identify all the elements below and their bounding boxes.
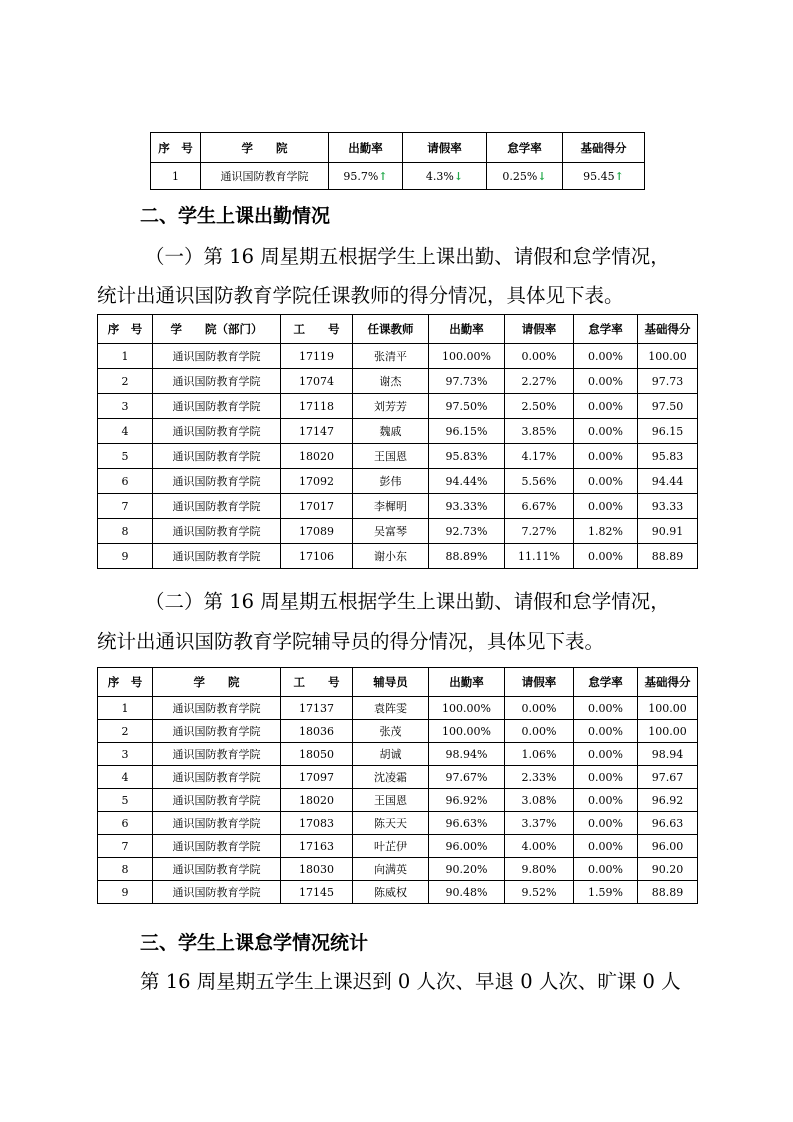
id-cell: 17106 [281, 544, 353, 569]
table-row [98, 394, 698, 419]
row-number: 5 [98, 789, 153, 812]
truancy-cell: 0.00% [574, 544, 638, 569]
score-cell: 96.92 [638, 789, 698, 812]
score-cell: 90.20 [638, 858, 698, 881]
truancy-cell: 0.00% [574, 812, 638, 835]
header-cell: 怠学率 [574, 668, 638, 697]
name-cell: 谢杰 [353, 369, 429, 394]
college-cell: 通识国防教育学院 [153, 720, 281, 743]
id-cell: 18020 [281, 789, 353, 812]
row-number: 8 [98, 858, 153, 881]
truancy-cell: 0.00% [574, 766, 638, 789]
college-cell: 通识国防教育学院 [153, 766, 281, 789]
header-cell: 出勤率 [429, 668, 505, 697]
score-cell: 97.50 [638, 394, 698, 419]
table-row [98, 789, 698, 812]
leave-cell: 0.00% [505, 344, 574, 369]
table-row [98, 544, 698, 569]
leave-cell: 2.33% [505, 766, 574, 789]
name-cell: 王国恩 [353, 789, 429, 812]
header-cell: 任课教师 [353, 315, 429, 344]
college-cell: 通识国防教育学院 [153, 394, 281, 419]
name-cell: 彭伟 [353, 469, 429, 494]
id-cell: 17074 [281, 369, 353, 394]
college-cell: 通识国防教育学院 [153, 519, 281, 544]
header-cell: 工 号 [281, 315, 353, 344]
row-number: 6 [98, 812, 153, 835]
leave-cell: 9.52% [505, 881, 574, 904]
attendance-cell: 97.73% [429, 369, 505, 394]
id-cell: 18036 [281, 720, 353, 743]
score-cell: 100.00 [638, 697, 698, 720]
header-cell: 序 号 [98, 668, 153, 697]
truancy-cell: 0.00% [574, 697, 638, 720]
row-number: 4 [98, 766, 153, 789]
header-cell: 学 院 [201, 133, 329, 163]
name-cell: 王国恩 [353, 444, 429, 469]
attendance-cell: 96.15% [429, 419, 505, 444]
attendance-cell: 100.00% [429, 720, 505, 743]
table-row [98, 444, 698, 469]
college-cell: 通识国防教育学院 [153, 743, 281, 766]
attendance-cell: 96.63% [429, 812, 505, 835]
attendance-cell: 100.00% [429, 697, 505, 720]
header-cell: 辅导员 [353, 668, 429, 697]
row-number: 2 [98, 369, 153, 394]
truancy-cell: 0.00% [574, 789, 638, 812]
truancy-cell: 0.00% [574, 419, 638, 444]
attendance-cell: 100.00% [429, 344, 505, 369]
leave-cell [403, 163, 487, 190]
id-cell: 17145 [281, 881, 353, 904]
score-cell: 88.89 [638, 881, 698, 904]
attendance-cell: 95.83% [429, 444, 505, 469]
truancy-cell: 0.00% [574, 494, 638, 519]
score-cell: 90.91 [638, 519, 698, 544]
truancy-cell: 0.00% [574, 743, 638, 766]
name-cell: 张清平 [353, 344, 429, 369]
leave-cell: 4.00% [505, 835, 574, 858]
college-cell: 通识国防教育学院 [153, 344, 281, 369]
score-cell: 95.83 [638, 444, 698, 469]
name-cell: 谢小东 [353, 544, 429, 569]
table-row [98, 835, 698, 858]
row-number: 3 [98, 743, 153, 766]
attendance-cell: 90.20% [429, 858, 505, 881]
teachers-table [97, 314, 698, 569]
header-cell: 怠学率 [574, 315, 638, 344]
summary-row [151, 163, 645, 190]
arrow-up-icon: ↑ [378, 169, 388, 183]
section-2-heading: 二、学生上课出勤情况 [140, 205, 331, 227]
college-cell: 通识国防教育学院 [153, 369, 281, 394]
table-row [98, 743, 698, 766]
row-number: 3 [98, 394, 153, 419]
leave-value: 4.3% [425, 169, 454, 183]
paragraph-counselors-line2: 统计出通识国防教育学院辅导员的得分情况，具体见下表。 [97, 630, 605, 653]
leave-cell: 2.27% [505, 369, 574, 394]
name-cell: 向满英 [353, 858, 429, 881]
attendance-cell [329, 163, 403, 190]
leave-cell: 2.50% [505, 394, 574, 419]
table-row [98, 766, 698, 789]
id-cell: 18050 [281, 743, 353, 766]
header-cell: 请假率 [505, 668, 574, 697]
name-cell: 袁阵雯 [353, 697, 429, 720]
name-cell: 胡诚 [353, 743, 429, 766]
truancy-cell: 1.82% [574, 519, 638, 544]
attendance-cell: 96.00% [429, 835, 505, 858]
row-number: 7 [98, 494, 153, 519]
truancy-value: 0.25% [502, 169, 538, 183]
header-cell: 序 号 [151, 133, 201, 163]
truancy-cell: 0.00% [574, 469, 638, 494]
name-cell: 李樨明 [353, 494, 429, 519]
table-row [98, 344, 698, 369]
header-row [98, 668, 698, 697]
attendance-cell: 98.94% [429, 743, 505, 766]
truancy-cell: 0.00% [574, 444, 638, 469]
header-cell: 基础得分 [638, 315, 698, 344]
truancy-cell: 0.00% [574, 369, 638, 394]
arrow-down-icon: ↓ [537, 169, 547, 183]
id-cell: 17137 [281, 697, 353, 720]
paragraph-counselors-line1: （二）第 16 周星期五根据学生上课出勤、请假和怠学情况， [145, 590, 670, 613]
leave-cell: 11.11% [505, 544, 574, 569]
name-cell: 刘芳芳 [353, 394, 429, 419]
table-row [98, 469, 698, 494]
summary-table [150, 132, 645, 190]
header-cell: 请假率 [403, 133, 487, 163]
college-cell: 通识国防教育学院 [153, 697, 281, 720]
attendance-cell: 96.92% [429, 789, 505, 812]
attendance-cell: 97.50% [429, 394, 505, 419]
leave-cell: 6.67% [505, 494, 574, 519]
table-row [98, 881, 698, 904]
score-cell [563, 163, 645, 190]
arrow-down-icon: ↓ [453, 169, 464, 183]
college-cell: 通识国防教育学院 [153, 812, 281, 835]
table-row [98, 812, 698, 835]
table-row [98, 519, 698, 544]
id-cell: 17119 [281, 344, 353, 369]
truancy-cell: 0.00% [574, 835, 638, 858]
leave-cell: 0.00% [505, 720, 574, 743]
truancy-cell: 0.00% [574, 858, 638, 881]
score-cell: 100.00 [638, 344, 698, 369]
row-number: 6 [98, 469, 153, 494]
row-number: 1 [98, 344, 153, 369]
score-cell: 97.73 [638, 369, 698, 394]
leave-cell: 3.85% [505, 419, 574, 444]
id-cell: 17118 [281, 394, 353, 419]
college-cell: 通识国防教育学院 [153, 444, 281, 469]
table-row [98, 494, 698, 519]
score-cell: 96.00 [638, 835, 698, 858]
name-cell: 吴富琴 [353, 519, 429, 544]
paragraph-teachers-line1: （一）第 16 周星期五根据学生上课出勤、请假和怠学情况， [145, 245, 670, 268]
row-number: 2 [98, 720, 153, 743]
header-row [98, 315, 698, 344]
header-cell: 怠学率 [487, 133, 563, 163]
truancy-cell: 0.00% [574, 394, 638, 419]
attendance-value: 95.7% [343, 169, 379, 183]
table-row [98, 720, 698, 743]
score-cell: 96.63 [638, 812, 698, 835]
table-row [98, 369, 698, 394]
score-cell: 100.00 [638, 720, 698, 743]
header-cell: 出勤率 [329, 133, 403, 163]
table-row [98, 697, 698, 720]
name-cell: 陈威权 [353, 881, 429, 904]
id-cell: 17017 [281, 494, 353, 519]
score-cell: 96.15 [638, 419, 698, 444]
name-cell: 沈凌霜 [353, 766, 429, 789]
truancy-cell: 0.00% [574, 720, 638, 743]
id-cell: 17097 [281, 766, 353, 789]
id-cell: 18030 [281, 858, 353, 881]
leave-cell: 1.06% [505, 743, 574, 766]
row-number: 9 [98, 881, 153, 904]
leave-cell: 4.17% [505, 444, 574, 469]
college-cell: 通识国防教育学院 [153, 419, 281, 444]
score-cell: 94.44 [638, 469, 698, 494]
name-cell: 张茂 [353, 720, 429, 743]
score-cell: 98.94 [638, 743, 698, 766]
id-cell: 17089 [281, 519, 353, 544]
id-cell: 18020 [281, 444, 353, 469]
leave-cell: 5.56% [505, 469, 574, 494]
attendance-cell: 92.73% [429, 519, 505, 544]
header-cell: 工 号 [281, 668, 353, 697]
row-number: 9 [98, 544, 153, 569]
section-3-heading: 三、学生上课怠学情况统计 [140, 932, 369, 954]
truancy-cell: 0.00% [574, 344, 638, 369]
leave-cell: 7.27% [505, 519, 574, 544]
row-number: 4 [98, 419, 153, 444]
attendance-cell: 90.48% [429, 881, 505, 904]
header-cell: 请假率 [505, 315, 574, 344]
attendance-cell: 88.89% [429, 544, 505, 569]
id-cell: 17083 [281, 812, 353, 835]
row-number: 5 [98, 444, 153, 469]
id-cell: 17163 [281, 835, 353, 858]
row-number: 8 [98, 519, 153, 544]
counselors-table [97, 667, 698, 904]
row-number: 7 [98, 835, 153, 858]
score-cell: 88.89 [638, 544, 698, 569]
header-cell: 学 院 [153, 668, 281, 697]
header-cell: 学 院（部门） [153, 315, 281, 344]
score-value: 95.45 [583, 169, 615, 183]
attendance-cell: 94.44% [429, 469, 505, 494]
college-cell: 通识国防教育学院 [153, 858, 281, 881]
header-cell: 出勤率 [429, 315, 505, 344]
score-cell: 97.67 [638, 766, 698, 789]
id-cell: 17147 [281, 419, 353, 444]
leave-cell: 9.80% [505, 858, 574, 881]
arrow-up-icon: ↑ [614, 169, 624, 183]
name-cell: 叶芷伊 [353, 835, 429, 858]
leave-cell: 3.08% [505, 789, 574, 812]
attendance-cell: 93.33% [429, 494, 505, 519]
name-cell: 陈天天 [353, 812, 429, 835]
college-cell: 通识国防教育学院 [153, 835, 281, 858]
paragraph-truancy: 第 16 周星期五学生上课迟到 0 人次、早退 0 人次、旷课 0 人 [140, 970, 681, 993]
college-cell: 通识国防教育学院 [153, 469, 281, 494]
college-cell: 通识国防教育学院 [153, 881, 281, 904]
college-cell: 通识国防教育学院 [153, 544, 281, 569]
row-number: 1 [151, 163, 201, 190]
attendance-cell: 97.67% [429, 766, 505, 789]
id-cell: 17092 [281, 469, 353, 494]
leave-cell: 0.00% [505, 697, 574, 720]
table-row [98, 419, 698, 444]
paragraph-teachers-line2: 统计出通识国防教育学院任课教师的得分情况，具体见下表。 [97, 284, 624, 307]
header-cell: 序 号 [98, 315, 153, 344]
name-cell: 魏戚 [353, 419, 429, 444]
college-cell: 通识国防教育学院 [201, 163, 329, 190]
summary-header-row [151, 133, 645, 163]
truancy-cell [487, 163, 563, 190]
college-cell: 通识国防教育学院 [153, 789, 281, 812]
table-row [98, 858, 698, 881]
header-cell: 基础得分 [638, 668, 698, 697]
header-cell: 基础得分 [563, 133, 645, 163]
score-cell: 93.33 [638, 494, 698, 519]
row-number: 1 [98, 697, 153, 720]
college-cell: 通识国防教育学院 [153, 494, 281, 519]
leave-cell: 3.37% [505, 812, 574, 835]
truancy-cell: 1.59% [574, 881, 638, 904]
